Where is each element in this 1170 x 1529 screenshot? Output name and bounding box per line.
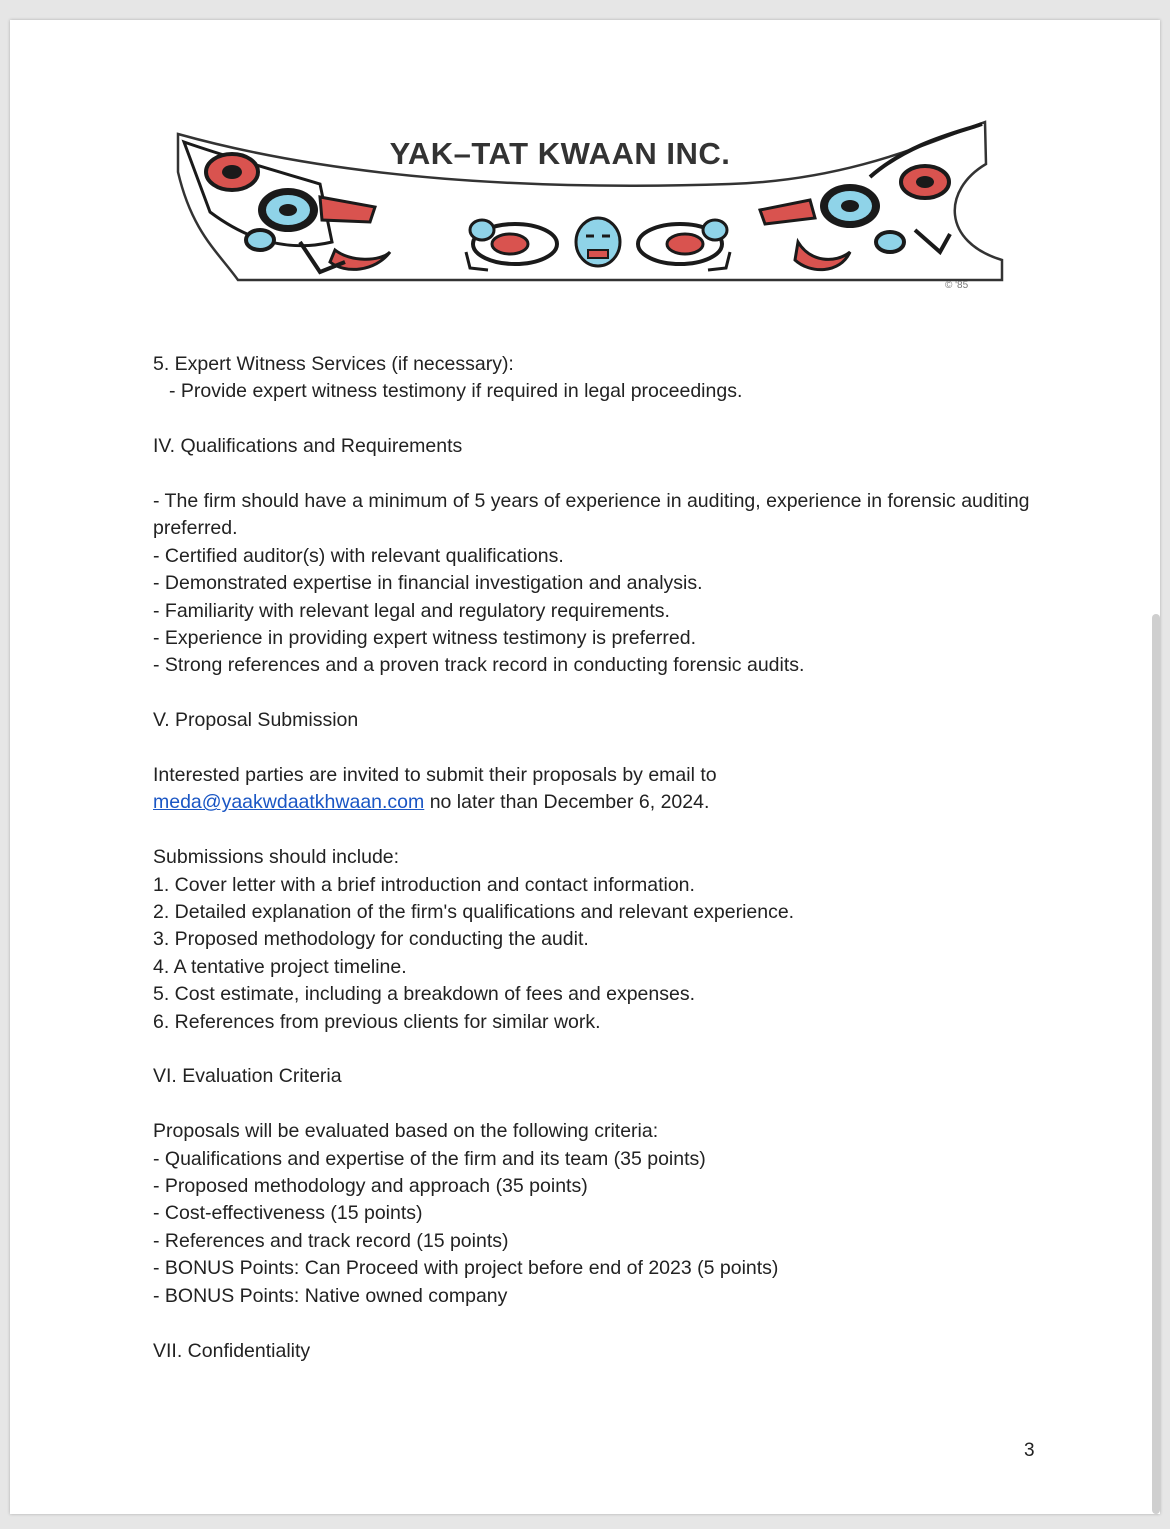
page-number: 3 [1024,1440,1035,1461]
company-logo [170,102,1010,292]
qualification-item: - Experience in providing expert witness testimony is preferred. [153,627,696,650]
section-v-heading: V. Proposal Submission [153,709,359,732]
submission-email-line [153,789,1033,816]
qualification-item: - The firm should have a minimum of 5 years of experience in auditing, experience in forensic auditing preferred. [153,490,1030,540]
evaluation-item: - BONUS Points: Can Proceed with project before end of 2023 (5 points) [153,1257,779,1280]
section-vii-heading: VII. Confidentiality [153,1339,311,1362]
document-page [10,20,1160,1514]
qualification-item: - Certified auditor(s) with relevant qualifications. [153,544,564,567]
qualification-item: - Familiarity with relevant legal and regulatory requirements. [153,599,670,622]
submission-item: 3. Proposed methodology for conducting the audit. [153,928,589,951]
qualification-item: - Strong references and a proven track record in conducting forensic audits. [153,654,805,677]
canoe-logo-art [170,102,1010,292]
evaluation-item: - References and track record (15 points) [153,1229,509,1252]
submission-include-heading: Submissions should include: [153,846,400,869]
evaluation-intro: Proposals will be evaluated based on the following criteria: [153,1120,659,1143]
section-iv-heading: IV. Qualifications and Requirements [153,435,463,458]
section-5-heading: 5. Expert Witness Services (if necessary): [153,353,514,375]
logo-title: YAK–TAT KWAAN INC. [389,136,731,171]
submission-item: 4. A tentative project timeline. [153,955,407,978]
document-body [153,351,1033,1365]
submission-item: 5. Cost estimate, including a breakdown of fees and expenses. [153,983,695,1006]
section-vi-heading: VI. Evaluation Criteria [153,1065,342,1088]
evaluation-item: - Cost-effectiveness (15 points) [153,1202,423,1225]
logo-copyright: © '85 [945,280,969,291]
submission-item: 6. References from previous clients for similar work. [153,1010,601,1033]
evaluation-item: - BONUS Points: Native owned company [153,1284,508,1307]
qualification-item: - Demonstrated expertise in financial investigation and analysis. [153,572,703,595]
submission-intro: Interested parties are invited to submit their proposals by email to [153,764,717,787]
evaluation-item: - Proposed methodology and approach (35 points) [153,1175,588,1198]
submission-deadline: no later than December 6, 2024. [424,791,710,814]
submission-item: 2. Detailed explanation of the firm's qualifications and relevant experience. [153,901,795,924]
evaluation-item: - Qualifications and expertise of the firm and its team (35 points) [153,1147,706,1170]
vertical-scrollbar[interactable] [1152,614,1160,1514]
email-link[interactable]: meda@yaakwdaatkhwaan.com [153,791,425,814]
section-5-item: - Provide expert witness testimony if required in legal proceedings. [169,380,743,403]
submission-item: 1. Cover letter with a brief introduction and contact information. [153,873,695,896]
